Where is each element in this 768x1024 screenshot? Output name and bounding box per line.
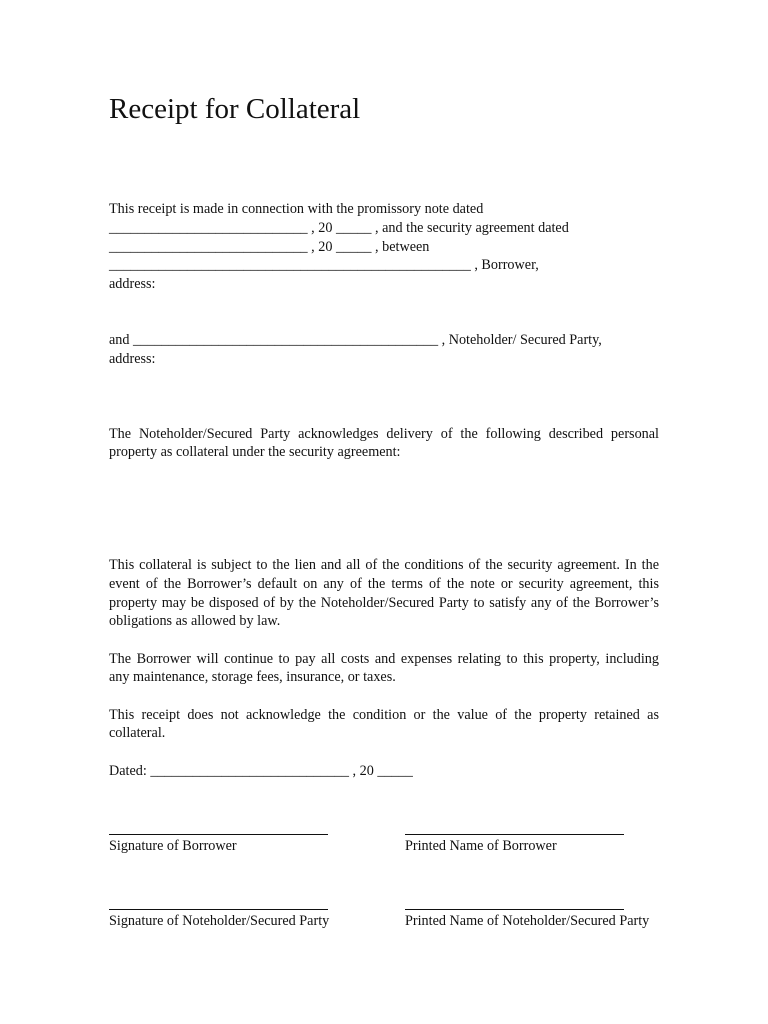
intro-line-1: This receipt is made in connection with the promissory note dated [109, 201, 484, 217]
borrower-printed-name-label: Printed Name of Borrower [405, 838, 557, 854]
acknowledge-line-2: property as collateral under the security agreement: [109, 444, 401, 460]
noteholder-line-1: and ___________________________________________ , Noteholder/ Secured Party, [109, 332, 602, 348]
noteholder-address-label: address: [109, 351, 156, 367]
condition-line-1: This receipt does not acknowledge the condition or the value of the property retained as [109, 707, 659, 723]
lien-line-3: property may be disposed of by the Noteholder/Secured Party to satisfy any of the Borrower’s [109, 595, 659, 611]
dated-line: Dated: ____________________________ , 20 _____ [109, 763, 413, 779]
noteholder-printed-name-line [405, 909, 624, 910]
condition-line-2: collateral. [109, 725, 166, 741]
document-title: Receipt for Collateral [109, 93, 361, 125]
costs-line-2: any maintenance, storage fees, insurance, or taxes. [109, 669, 396, 685]
intro-line-3: ____________________________ , 20 _____ , between [109, 239, 430, 255]
intro-line-4: ___________________________________________________ , Borrower, [109, 257, 539, 273]
borrower-signature-line [109, 834, 328, 835]
lien-line-2: event of the Borrower’s default on any of the terms of the note or security agreement, this [109, 576, 659, 592]
noteholder-printed-name-label: Printed Name of Noteholder/Secured Party [405, 913, 650, 929]
costs-line-1: The Borrower will continue to pay all costs and expenses relating to this property, including [109, 651, 659, 667]
borrower-address-label: address: [109, 276, 156, 292]
noteholder-signature-line [109, 909, 328, 910]
borrower-signature-label: Signature of Borrower [109, 838, 237, 854]
lien-line-4: obligations as allowed by law. [109, 613, 281, 629]
acknowledge-line-1: The Noteholder/Secured Party acknowledges delivery of the following described personal [109, 426, 659, 442]
intro-line-2: ____________________________ , 20 _____ , and the security agreement dated [109, 220, 569, 236]
borrower-printed-name-line [405, 834, 624, 835]
noteholder-signature-label: Signature of Noteholder/Secured Party [109, 913, 330, 929]
lien-line-1: This collateral is subject to the lien and all of the conditions of the security agreement. In the [109, 557, 659, 573]
